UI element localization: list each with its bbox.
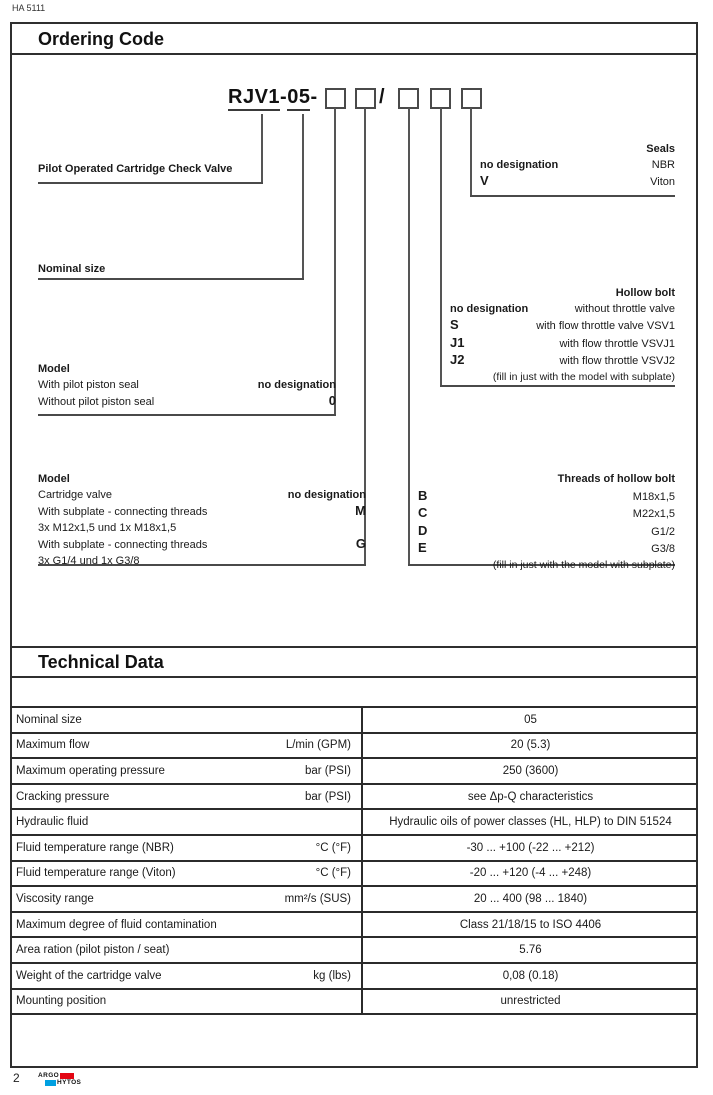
row-code: J2 [450, 352, 465, 367]
frame-top-line [10, 22, 698, 24]
row-label: With pilot piston seal [38, 378, 139, 391]
code-main: RJV1 [228, 86, 280, 111]
param-value: 0,08 (0.18) [502, 969, 559, 982]
param-value: see Δp-Q characteristics [467, 790, 594, 803]
row-label: With subplate - connecting threads [38, 539, 208, 551]
seals-block [470, 142, 675, 197]
param-name: Maximum operating pressure [16, 764, 165, 777]
technical-header-bottom-line [10, 676, 698, 678]
model-seal-block [38, 362, 336, 416]
model-seal-row [38, 393, 336, 411]
logo-text-hytos: HYTOS [57, 1079, 82, 1086]
row-code: 0 [328, 393, 336, 408]
param-value: 20 ... 400 (98 ... 1840) [473, 892, 588, 905]
logo-red-block [60, 1073, 74, 1079]
model-connection-row [38, 503, 366, 521]
threads-row [418, 488, 675, 506]
threads-block [408, 472, 675, 571]
valve-type-label: Pilot Operated Cartridge Check Valve [38, 163, 233, 175]
doc-code: HA 5111 [12, 3, 46, 13]
ordering-code-string [228, 86, 318, 109]
model-connection-title: Model [38, 473, 70, 485]
param-name: Maximum flow [16, 739, 90, 752]
param-value: 5.76 [519, 944, 542, 957]
table-row [10, 734, 698, 760]
model-seal-row [38, 378, 336, 394]
valve-type-block [38, 162, 263, 184]
row-label: G3/8 [651, 543, 675, 555]
param-value: -20 ... +120 (-4 ... +248) [469, 867, 592, 880]
param-name: Fluid temperature range (NBR) [16, 841, 174, 854]
code-box-5 [461, 88, 482, 109]
model-connection-row [38, 488, 366, 504]
model-connection-row: 3x G1/4 und 1x G3/8 [38, 554, 140, 567]
hollow-bolt-title: Hollow bolt [615, 287, 675, 299]
param-value: Class 21/18/15 to ISO 4406 [459, 918, 602, 931]
hollow-bolt-block [440, 286, 675, 387]
row-label: Cartridge valve [38, 488, 112, 501]
row-label: Viton [650, 176, 675, 188]
threads-note: (fill in just with the model with subplate) [492, 558, 675, 571]
row-label: M18x1,5 [632, 490, 675, 503]
frame-bottom-line [10, 1066, 698, 1068]
threads-row [418, 505, 675, 523]
row-label: G1/2 [651, 525, 675, 538]
page-number: 2 [13, 1071, 20, 1085]
param-name: Weight of the cartridge valve [16, 969, 162, 982]
row-code: D [418, 522, 428, 538]
table-row [10, 913, 698, 939]
code-box-2 [355, 88, 376, 109]
hollow-bolt-row [450, 302, 675, 318]
row-code: V [480, 173, 489, 188]
logo-text-argo: ARGO [38, 1072, 60, 1079]
nominal-size-label: Nominal size [38, 263, 106, 275]
row-code: S [450, 317, 459, 332]
row-code: M [355, 503, 366, 518]
hollow-bolt-row [450, 335, 675, 353]
hollow-bolt-note: (fill in just with the model with subplate) [492, 370, 675, 383]
param-name: Nominal size [16, 713, 82, 726]
row-code: G [355, 536, 366, 551]
row-code: B [418, 487, 428, 503]
code-box-4 [430, 88, 451, 109]
code-box-3 [398, 88, 419, 109]
model-connection-row: 3x M12x1,5 und 1x M18x1,5 [38, 521, 177, 534]
seals-row [480, 173, 675, 191]
code-dash2: - [310, 86, 318, 108]
row-label: M22x1,5 [632, 508, 675, 520]
table-row [10, 810, 698, 836]
param-name: Cracking pressure [16, 790, 110, 803]
model-connection-block [38, 472, 366, 566]
param-value: -30 ... +100 (-22 ... +212) [466, 841, 595, 854]
param-value: 250 (3600) [502, 764, 559, 777]
table-row [10, 785, 698, 811]
row-label: with flow throttle valve VSV1 [536, 320, 675, 332]
param-unit: L/min (GPM) [285, 739, 351, 752]
technical-data-title: Technical Data [38, 652, 164, 672]
param-name: Hydraulic fluid [16, 816, 89, 829]
row-code: no designation [450, 302, 529, 315]
ordering-header-underline [10, 53, 698, 55]
param-unit: kg (lbs) [313, 969, 351, 982]
param-name: Area ration (pilot piston / seat) [16, 944, 170, 957]
row-code: no designation [287, 488, 366, 501]
row-label: With subplate - connecting threads [38, 506, 208, 518]
param-value: Hydraulic oils of power classes (HL, HLP) to DIN 51524 [389, 816, 672, 829]
param-unit: bar (PSI) [304, 764, 351, 777]
threads-title: Threads of hollow bolt [557, 473, 675, 485]
logo-blue-block [45, 1080, 56, 1086]
row-label: with flow throttle VSVJ2 [559, 355, 675, 367]
code-dash1: - [280, 86, 288, 108]
param-unit: °C (°F) [315, 867, 351, 880]
model-connection-row [38, 536, 366, 554]
row-code: no designation [257, 378, 336, 391]
argo-hytos-logo [38, 1072, 81, 1086]
code-size: 05 [287, 86, 310, 111]
table-row [10, 990, 698, 1016]
code-slash: / [379, 86, 386, 108]
param-value: unrestricted [500, 995, 561, 1008]
row-label: with flow throttle VSVJ1 [559, 337, 675, 350]
row-label: without throttle valve [574, 302, 675, 315]
row-label: Without pilot piston seal [38, 396, 155, 408]
ordering-code-title: Ordering Code [38, 29, 165, 49]
param-unit: mm²/s (SUS) [284, 892, 351, 905]
technical-data-table [10, 706, 698, 1015]
param-name: Maximum degree of fluid contamination [16, 918, 217, 931]
table-row [10, 708, 698, 734]
table-row [10, 836, 698, 862]
row-code: C [418, 505, 428, 520]
hollow-bolt-row [450, 352, 675, 370]
threads-row [418, 540, 675, 558]
param-name: Viscosity range [16, 892, 94, 905]
table-row [10, 938, 698, 964]
table-row [10, 887, 698, 913]
param-name: Mounting position [16, 995, 107, 1008]
param-value: 20 (5.3) [510, 739, 551, 752]
row-code: no designation [480, 158, 559, 171]
logo-row-argo [38, 1072, 81, 1079]
nominal-size-block [38, 262, 304, 280]
model-seal-title: Model [38, 363, 70, 375]
param-unit: bar (PSI) [304, 790, 351, 803]
param-unit: °C (°F) [315, 841, 351, 854]
connector-nominal-size [302, 114, 304, 280]
seals-title: Seals [646, 143, 675, 155]
param-value: 05 [524, 713, 537, 726]
seals-row [480, 158, 675, 174]
code-box-1 [325, 88, 346, 109]
row-code: E [418, 540, 427, 555]
table-row [10, 862, 698, 888]
row-code: J1 [450, 334, 465, 350]
table-row [10, 964, 698, 990]
threads-row [418, 523, 675, 541]
row-label: NBR [651, 158, 675, 171]
hollow-bolt-row [450, 317, 675, 335]
logo-row-hytos [45, 1079, 81, 1086]
technical-header-top-line [10, 646, 698, 648]
param-name: Fluid temperature range (Viton) [16, 867, 176, 880]
table-row [10, 759, 698, 785]
